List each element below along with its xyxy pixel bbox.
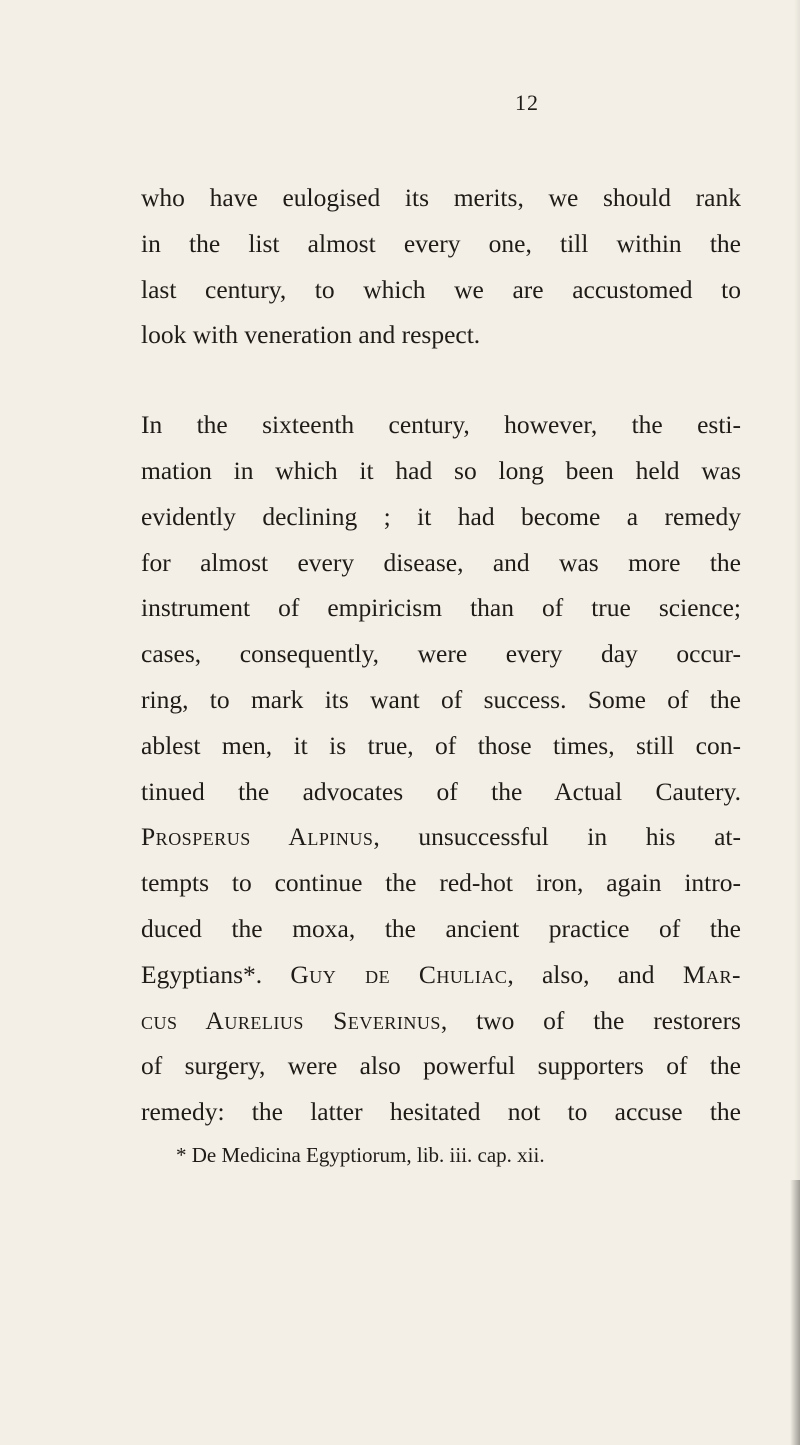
text-line: evidently declining ; it had become a remedy	[141, 501, 741, 531]
text-line: for almost every disease, and was more the	[141, 547, 741, 577]
text-line: look with veneration and respect.	[141, 320, 481, 350]
text-line: instrument of empiricism than of true science;	[141, 593, 741, 623]
text-line: tempts to continue the red-hot iron, again intro-	[141, 868, 741, 898]
text-line: In the sixteenth century, however, the esti-	[141, 410, 741, 440]
person-name: Guy de Chuliac	[290, 959, 508, 989]
text-line: in the list almost every one, till within the	[141, 228, 741, 258]
text-line: ring, to mark its want of success. Some of the	[141, 684, 741, 714]
paragraph-2	[141, 402, 741, 1135]
text-line: last century, to which we are accustomed to	[141, 274, 741, 304]
text-fragment: Egyptians*.	[141, 959, 291, 989]
text-fragment: , two of the restorers	[440, 1005, 741, 1035]
text-line	[141, 814, 741, 860]
text-line	[141, 952, 741, 998]
page-number: 12	[515, 90, 539, 115]
page-edge-shade	[794, 0, 800, 1180]
text-line: remedy: the latter hesitated not to accuse the	[141, 1097, 741, 1127]
footnote: * De Medicina Egyptiorum, lib. iii. cap. xii.	[176, 1143, 545, 1167]
body-text	[141, 175, 741, 1135]
text-line: duced the moxa, the ancient practice of the	[141, 913, 741, 943]
page-edge-shadow	[790, 1180, 800, 1445]
paragraph-1	[141, 175, 741, 358]
text-line: ablest men, it is true, of those times, still con-	[141, 730, 741, 760]
person-name: Mar-	[682, 959, 741, 989]
text-line: who have eulogised its merits, we should rank	[141, 183, 741, 212]
text-line: cases, consequently, were every day occur-	[141, 639, 741, 669]
person-name: Prosperus Alpinus	[141, 822, 374, 852]
text-line	[141, 998, 741, 1044]
text-line: mation in which it had so long been held was	[141, 455, 741, 485]
text-line: of surgery, were also powerful supporters of the	[141, 1051, 741, 1081]
text-fragment: , also, and	[507, 959, 683, 989]
person-name: cus Aurelius Severinus	[141, 1005, 441, 1035]
text-line: tinued the advocates of the Actual Cautery.	[141, 776, 741, 806]
text-fragment: , unsuccessful in his at-	[373, 822, 741, 852]
